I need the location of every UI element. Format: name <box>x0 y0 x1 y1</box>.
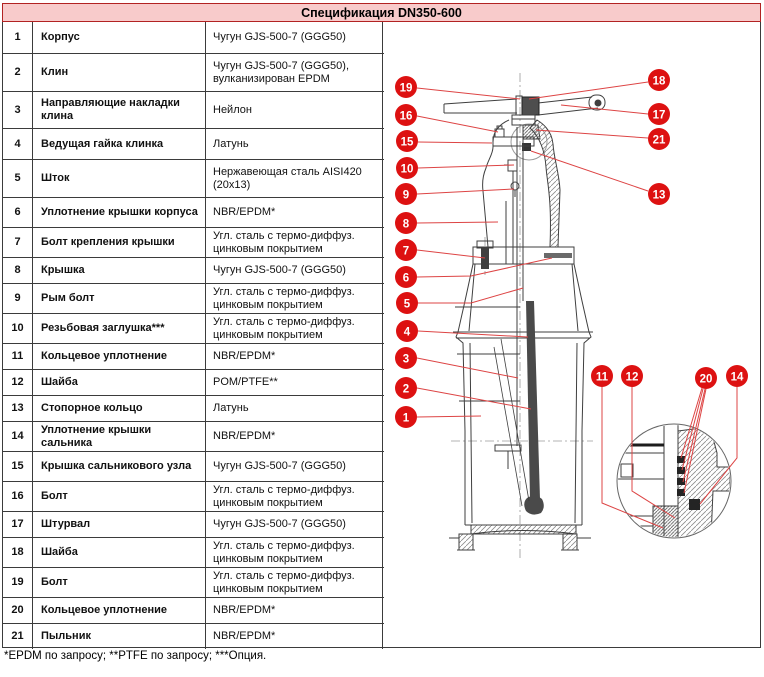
part-material: Угл. сталь с термо-диффуз. цинковым покрытием <box>206 284 383 313</box>
svg-text:3: 3 <box>402 353 410 366</box>
leader-line <box>417 88 520 99</box>
row-number: 10 <box>3 314 33 343</box>
svg-text:11: 11 <box>595 371 609 384</box>
page-title: Спецификация DN350-600 <box>2 3 761 22</box>
callout-5 <box>396 292 418 314</box>
table-row <box>3 567 384 597</box>
leader-line <box>417 250 485 258</box>
table-row <box>3 257 384 283</box>
table-row <box>3 395 384 421</box>
valve-diagram <box>384 22 762 649</box>
part-material: Чугун GJS-500-7 (GGG50), вулканизирован EPDM <box>206 54 383 91</box>
svg-text:21: 21 <box>652 134 666 147</box>
part-material: NBR/EPDM* <box>206 344 383 369</box>
part-material: Нержавеющая сталь AISI420 (20x13) <box>206 160 383 197</box>
table-row <box>3 421 384 451</box>
part-material: NBR/EPDM* <box>206 422 383 451</box>
callout-1 <box>395 406 417 428</box>
callout-4 <box>396 320 418 342</box>
part-material: Угл. сталь с термо-диффуз. цинковым покрытием <box>206 314 383 343</box>
part-material: NBR/EPDM* <box>206 598 383 623</box>
row-number: 4 <box>3 129 33 159</box>
part-material: Угл. сталь с термо-диффуз. цинковым покрытием <box>206 482 383 511</box>
svg-text:15: 15 <box>400 136 414 149</box>
part-name: Болт <box>33 568 206 597</box>
leader-line <box>417 116 498 132</box>
valve-drawing-area <box>384 22 760 647</box>
part-material: Чугун GJS-500-7 (GGG50) <box>206 258 383 283</box>
table-row <box>3 227 384 257</box>
table-row <box>3 283 384 313</box>
leader-line <box>418 165 514 168</box>
svg-text:20: 20 <box>699 373 713 386</box>
part-name: Шток <box>33 160 206 197</box>
callout-6 <box>395 266 417 288</box>
callout-10 <box>396 157 418 179</box>
part-material: POM/PTFE** <box>206 370 383 395</box>
part-name: Стопорное кольцо <box>33 396 206 421</box>
table-row <box>3 369 384 395</box>
part-name: Кольцевое уплотнение <box>33 344 206 369</box>
spec-table-body <box>3 22 384 647</box>
svg-text:5: 5 <box>403 298 411 311</box>
table-row <box>3 511 384 537</box>
svg-text:4: 4 <box>403 326 411 339</box>
table-row <box>3 53 384 91</box>
part-material: NBR/EPDM* <box>206 624 383 649</box>
part-material: Чугун GJS-500-7 (GGG50) <box>206 22 383 53</box>
row-number: 5 <box>3 160 33 197</box>
svg-text:13: 13 <box>652 189 666 202</box>
callout-11 <box>591 365 613 387</box>
row-number: 13 <box>3 396 33 421</box>
row-number: 7 <box>3 228 33 257</box>
table-row <box>3 537 384 567</box>
part-name: Уплотнение крышки сальника <box>33 422 206 451</box>
part-name: Кольцевое уплотнение <box>33 598 206 623</box>
svg-text:19: 19 <box>399 82 413 95</box>
svg-text:10: 10 <box>400 163 414 176</box>
callout-13 <box>648 183 670 205</box>
leader-line <box>536 130 648 138</box>
leader-line <box>417 416 481 417</box>
row-number: 9 <box>3 284 33 313</box>
row-number: 8 <box>3 258 33 283</box>
row-number: 11 <box>3 344 33 369</box>
callout-19 <box>395 76 417 98</box>
part-name: Болт крепления крышки <box>33 228 206 257</box>
callout-14 <box>726 365 748 387</box>
row-number: 19 <box>3 568 33 597</box>
leader-line <box>417 358 518 378</box>
svg-text:8: 8 <box>402 218 410 231</box>
row-number: 20 <box>3 598 33 623</box>
table-row <box>3 197 384 227</box>
row-number: 2 <box>3 54 33 91</box>
leader-line <box>417 189 514 194</box>
svg-text:1: 1 <box>402 412 410 425</box>
footnote: *EPDM по запросу; **PTFE по запросу; ***Опция. <box>4 650 267 662</box>
svg-text:6: 6 <box>402 272 410 285</box>
part-name: Уплотнение крышки корпуса <box>33 198 206 227</box>
svg-text:18: 18 <box>652 75 666 88</box>
row-number: 21 <box>3 624 33 649</box>
svg-text:2: 2 <box>402 383 410 396</box>
table-row <box>3 451 384 481</box>
part-material: Угл. сталь с термо-диффуз. цинковым покрытием <box>206 228 383 257</box>
leader-line <box>417 388 531 409</box>
callout-15 <box>396 130 418 152</box>
leader-line <box>529 82 648 99</box>
row-number: 16 <box>3 482 33 511</box>
part-name: Крышка <box>33 258 206 283</box>
part-name: Резьбовая заглушка*** <box>33 314 206 343</box>
row-number: 12 <box>3 370 33 395</box>
part-name: Корпус <box>33 22 206 53</box>
part-name: Шайба <box>33 538 206 567</box>
part-name: Ведущая гайка клинка <box>33 129 206 159</box>
svg-text:16: 16 <box>399 110 413 123</box>
svg-text:12: 12 <box>625 371 639 384</box>
row-number: 15 <box>3 452 33 481</box>
row-number: 14 <box>3 422 33 451</box>
svg-text:14: 14 <box>730 371 744 384</box>
callout-21 <box>648 128 670 150</box>
row-number: 17 <box>3 512 33 537</box>
callout-12 <box>621 365 643 387</box>
table-row <box>3 597 384 623</box>
callout-8 <box>395 212 417 234</box>
row-number: 6 <box>3 198 33 227</box>
callout-7 <box>395 239 417 261</box>
part-name: Крышка сальникового узла <box>33 452 206 481</box>
sheet-content <box>3 22 760 647</box>
svg-text:9: 9 <box>402 189 410 202</box>
row-number: 3 <box>3 92 33 128</box>
part-name: Рым болт <box>33 284 206 313</box>
callout-3 <box>395 347 417 369</box>
callout-17 <box>648 103 670 125</box>
callout-2 <box>395 377 417 399</box>
part-name: Шайба <box>33 370 206 395</box>
sheet-frame <box>2 3 761 648</box>
table-row <box>3 22 384 53</box>
leader-line <box>418 288 523 303</box>
part-material: Угл. сталь с термо-диффуз. цинковым покрытием <box>206 538 383 567</box>
callout-9 <box>395 183 417 205</box>
table-row <box>3 159 384 197</box>
table-row <box>3 481 384 511</box>
part-material: Нейлон <box>206 92 383 128</box>
svg-text:17: 17 <box>652 109 666 122</box>
callouts-layer <box>395 69 748 428</box>
svg-text:7: 7 <box>402 245 410 258</box>
table-row <box>3 623 384 649</box>
table-row <box>3 343 384 369</box>
part-material: Угл. сталь с термо-диффуз. цинковым покрытием <box>206 568 383 597</box>
row-number: 1 <box>3 22 33 53</box>
leader-line <box>418 142 492 143</box>
part-name: Направляющие накладки клина <box>33 92 206 128</box>
callout-16 <box>395 104 417 126</box>
callout-20 <box>695 367 717 389</box>
table-row <box>3 313 384 343</box>
callout-18 <box>648 69 670 91</box>
detail-circle <box>613 424 731 538</box>
handwheel <box>444 95 605 125</box>
part-material: Чугун GJS-500-7 (GGG50) <box>206 512 383 537</box>
part-name: Штурвал <box>33 512 206 537</box>
part-name: Болт <box>33 482 206 511</box>
table-row <box>3 91 384 128</box>
part-material: Чугун GJS-500-7 (GGG50) <box>206 452 383 481</box>
part-name: Клин <box>33 54 206 91</box>
part-name: Пыльник <box>33 624 206 649</box>
table-row <box>3 128 384 159</box>
part-material: NBR/EPDM* <box>206 198 383 227</box>
row-number: 18 <box>3 538 33 567</box>
part-material: Латунь <box>206 129 383 159</box>
part-material: Латунь <box>206 396 383 421</box>
